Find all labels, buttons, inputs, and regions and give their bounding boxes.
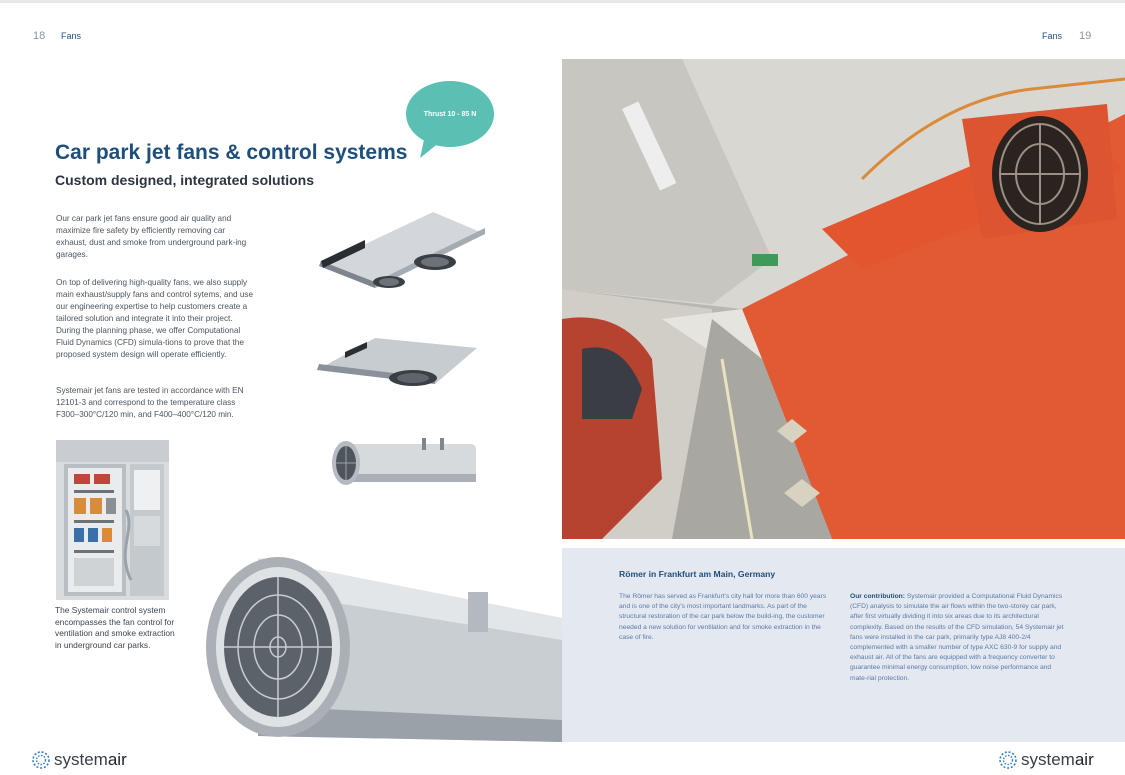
square-jet-fan-image [315, 208, 490, 290]
systemair-logo-right [999, 750, 1094, 770]
section-label-right: Fans [1042, 31, 1063, 41]
case-study-description: The Römer has served as Frankfurt's city hall for more than 600 years and is one of the city's most important landmarks. As part of the structural restoration of the car park below the build-ing, the customer needed a new solution for ventilation and for smoke extraction in the case of fire. [619, 593, 827, 641]
cabinet-caption: The Systemair control system encompasses the fan control for ventilation and smoke extraction in underground car parks. [55, 605, 175, 650]
page-number-left: 18 [33, 30, 46, 42]
contribution-text: Systemair provided a Computational Fluid Dynamics (CFD) analysis to simulate the air flows within the two-storey car park, after first virtually dividing it into six areas due to its architectural complexity. Based on the results of the CFD simulation, 54 Systemair jet fans were installed in the car park, primarily type AJ8 400-2/4 complemented with a smaller number of type AXC 630-9 for supply and exhaust air. All of the fans are equipped with a frequency converter to guarantee minimal energy consumption, low noise performance and mate-rial protection. [850, 593, 1064, 682]
case-study-box [562, 548, 1125, 742]
top-rule [0, 0, 1125, 3]
flat-jet-fan-image [315, 334, 480, 390]
solutions-paragraph: On top of delivering high-quality fans, we also supply main exhaust/supply fans and control sytems, and use our engineering expertise to help customers create a tailored solution and integrate it into their project. During the planning phase, we offer Computational Fluid Dynamics (CFD) simula-tions to prove that the proposed system design will operate efficiently. [56, 278, 254, 359]
systemair-logo-left [32, 750, 127, 770]
page-number-right: 19 [1079, 30, 1092, 42]
contribution-paragraph [850, 592, 1066, 684]
testing-paragraph: Systemair jet fans are tested in accordance with EN 12101-3 and correspond to the temperature class F300–300°C/120 min, and F400–400°C/120 min. [56, 386, 244, 419]
page-subtitle: Custom designed, integrated solutions [55, 172, 315, 188]
logo-wordmark-left: systemair [54, 750, 127, 769]
thrust-bubble-text: Thrust 10 - 85 N [423, 110, 477, 118]
thrust-bubble [406, 81, 494, 147]
control-cabinet-photo [56, 440, 169, 600]
section-label-left: Fans [61, 31, 82, 41]
systemair-swirl-icon [32, 751, 50, 769]
car-park-photo [562, 59, 1125, 539]
contribution-label: Our contribution: [850, 593, 905, 600]
case-study-title: Römer in Frankfurt am Main, Germany [619, 569, 776, 579]
tube-jet-fan-image [318, 434, 483, 492]
intro-paragraph: Our car park jet fans ensure good air quality and maximize fire safety by efficiently removing car exhaust, dust and smoke from underground park-ing garages. [56, 214, 247, 259]
systemair-swirl-icon [999, 751, 1017, 769]
logo-wordmark-right: systemair [1021, 750, 1094, 769]
page-title: Car park jet fans & control systems [55, 141, 408, 164]
large-round-jet-fan-image [198, 530, 566, 760]
